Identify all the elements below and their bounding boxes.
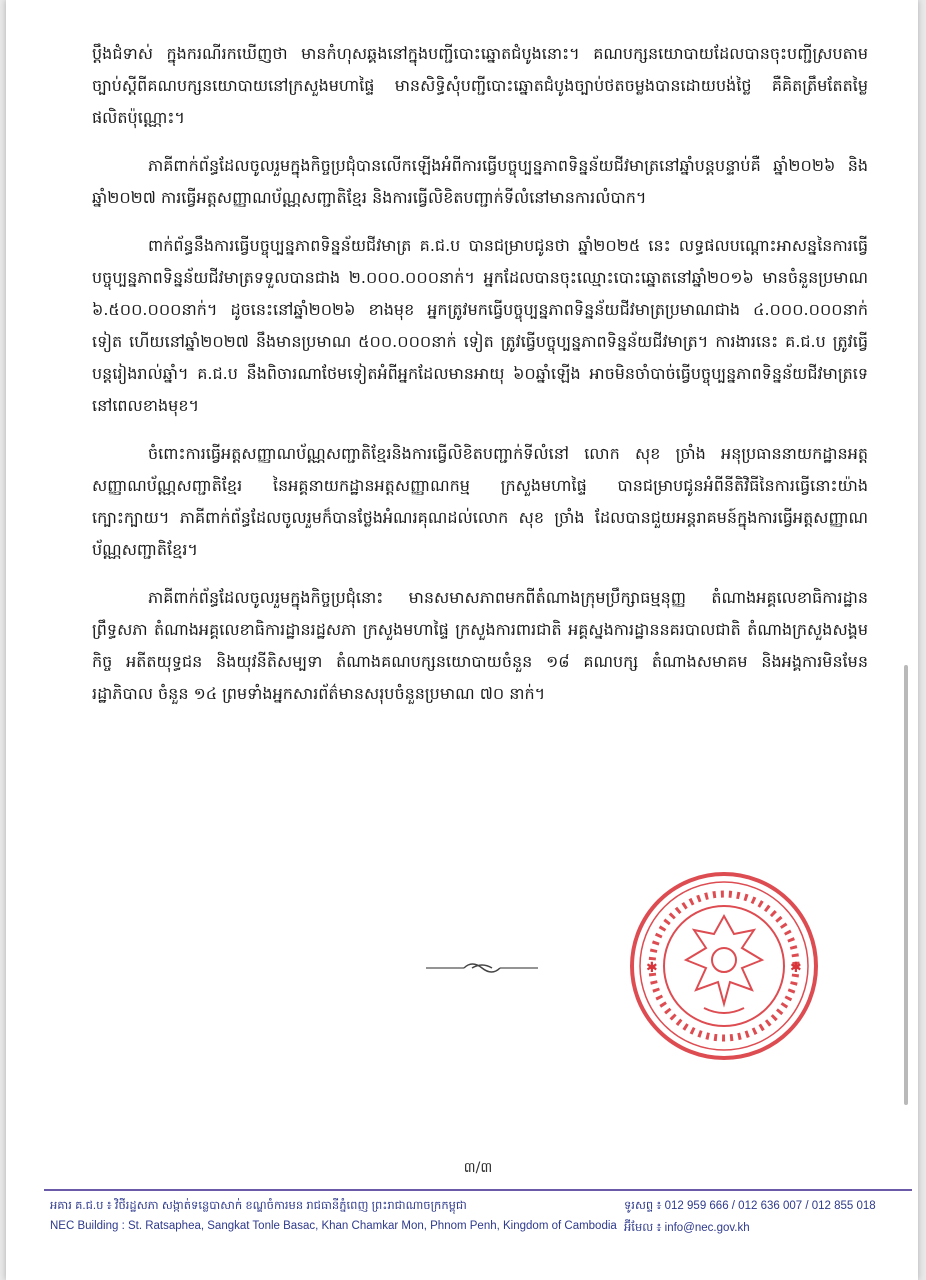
footer-address-kh: អគារ គ.ជ.ប ៖ វិថីរដ្ឋសភា សង្កាត់ទន្លេបាសាក់ ខណ្ឌចំការមន រាជធានីភ្នំពេញ ព្រះរាជាណាចក្រកម្ពុជា xyxy=(50,1200,467,1212)
page-number: ៣/៣ xyxy=(463,1160,493,1176)
paragraph-5: ភាគីពាក់ព័ន្ធដែលចូលរួមក្នុងកិច្ចប្រជុំនោះ មានសមាសភាពមកពីតំណាងក្រុមប្រឹក្សាធម្មនុញ្ញ តំណាងអគ្គលេខាធិការដ្ឋានព្រឹទ្ធសភា តំណាងអគ្គលេខាធិការដ្ឋានរដ្ឋសភា ក្រសួងមហាផ្ទៃ ក្រសួងការពារជាតិ អគ្គស្នងការដ្ឋាននគរបាលជាតិ តំណាងក្រសួងសង្គមកិច្ច អតីតយុទ្ធជន និងយុវនីតិសម្បទា តំណាងគណបក្សនយោបាយចំនួន ១៨ គណបក្ស តំណាងសមាគម និងអង្គការមិនមែនរដ្ឋាភិបាល ចំនួន ១៤ ព្រមទាំងអ្នកសារព័ត៌មានសរុបចំនួនប្រមាណ ៧០ នាក់។ xyxy=(92,588,868,703)
footer-address-en: NEC Building : St. Ratsaphea, Sangkat Tonle Basac, Khan Chamkar Mon, Phnom Penh, Kingdom of Cambodia xyxy=(50,1220,617,1232)
letterhead-footer xyxy=(50,1198,912,1242)
paragraph-2: ភាគីពាក់ព័ន្ធដែលចូលរួមក្នុងកិច្ចប្រជុំបានលើកឡើងអំពីការធ្វើបច្ចុប្បន្នភាពទិន្នន័យជីវមាត្រនៅឆ្នាំបន្តបន្ទាប់គឺ ឆ្នាំ២០២៦ និងឆ្នាំ២០២៧ ការធ្វើអត្តសញ្ញាណប័ណ្ណសញ្ជាតិខ្មែរ និងការធ្វើលិខិតបញ្ជាក់ទីលំនៅមានការលំបាក។ xyxy=(92,156,868,207)
svg-text:✱: ✱ xyxy=(646,960,658,976)
paragraph-4: ចំពោះការធ្វើអត្តសញ្ញាណប័ណ្ណសញ្ជាតិខ្មែរនិងការធ្វើលិខិតបញ្ជាក់ទីលំនៅ លោក សុខ ច្រាំង អនុប្រធាននាយកដ្ឋានអត្តសញ្ញាណប័ណ្ណសញ្ជាតិខ្មែរ នៃអគ្គនាយកដ្ឋានអត្តសញ្ញាណកម្ម ក្រសួងមហាផ្ទៃ បានជម្រាបជូនអំពីនីតិវិធីនៃការធ្វើនោះយ៉ាងក្បោះក្បាយ។ ភាគីពាក់ព័ន្ធដែលចូលរួមក៏បានថ្លែងអំណរគុណដល់លោក សុខ ច្រាំង ដែលបានជួយអន្តរាគមន៍ក្នុងការធ្វើអត្តសញ្ញាណប័ណ្ណសញ្ជាតិខ្មែរ។ xyxy=(92,444,868,559)
footer-divider xyxy=(44,1189,912,1191)
decorative-divider-ornament xyxy=(426,958,538,978)
official-seal-stamp xyxy=(626,868,822,1064)
paragraph-3: ពាក់ព័ន្ធនឹងការធ្វើបច្ចុប្បន្នភាពទិន្នន័យជីវមាត្រ គ.ជ.ប បានជម្រាបជូនថា ឆ្នាំ២០២៥ នេះ លទ្ធផលបណ្ដោះអាសន្ននៃការធ្វើបច្ចុប្បន្នភាពទិន្នន័យជីវមាត្រទទួលបានជាង ២.០០០.០០០នាក់។ អ្នកដែលបានចុះឈ្មោះបោះឆ្នោតនៅឆ្នាំ២០១៦ មានចំនួនប្រមាណ ៦.៥០០.០០០នាក់។ ដូចនេះនៅឆ្នាំ២០២៦ ខាងមុខ អ្នកត្រូវមកធ្វើបច្ចុប្បន្នភាពទិន្នន័យជីវមាត្រប្រមាណជាង ៤.០០០.០០០នាក់ ទៀត ហើយនៅឆ្នាំ២០២៧ នឹងមានប្រមាណ ៥០០.០០០នាក់ ទៀត ត្រូវធ្វើបច្ចុប្បន្នភាពទិន្នន័យជីវមាត្រ។ ការងារនេះ គ.ជ.ប ត្រូវធ្វើបន្តរៀងរាល់ឆ្នាំ។ គ.ជ.ប នឹងពិចារណាថែមទៀតអំពីអ្នកដែលមានអាយុ ៦០ឆ្នាំឡើង អាចមិនចាំបាច់ធ្វើបច្ចុប្បន្នភាពទិន្នន័យជីវមាត្រទេនៅពេលខាងមុខ។ xyxy=(92,236,868,415)
footer-email: អ៊ីមែល ៖ info@nec.gov.kh xyxy=(624,1222,750,1234)
document-body xyxy=(92,38,868,726)
paragraph-1: ប្តឹងជំទាស់ ក្នុងករណីរកឃើញថា មានកំហុសឆ្គងនៅក្នុងបញ្ជីបោះឆ្នោតជំបូងនោះ។ គណបក្សនយោបាយដែលបានចុះបញ្ជីស្របតាមច្បាប់ស្តីពីគណបក្សនយោបាយនៅក្រសួងមហាផ្ទៃ មានសិទ្ធិសុំបញ្ជីបោះឆ្នោតជំបូងច្បាប់ថតចម្លងបានដោយបង់ថ្លៃ គឺគិតត្រឹមតែតម្លៃផលិតប៉ុណ្ណោះ។ xyxy=(92,44,868,127)
footer-phone: ទូរសព្ទ ៖ 012 959 666 / 012 636 007 / 012 855 018 xyxy=(624,1200,876,1212)
svg-text:✱: ✱ xyxy=(790,960,802,976)
scrollbar-thumb[interactable] xyxy=(904,665,908,1105)
document-page xyxy=(6,0,918,1280)
